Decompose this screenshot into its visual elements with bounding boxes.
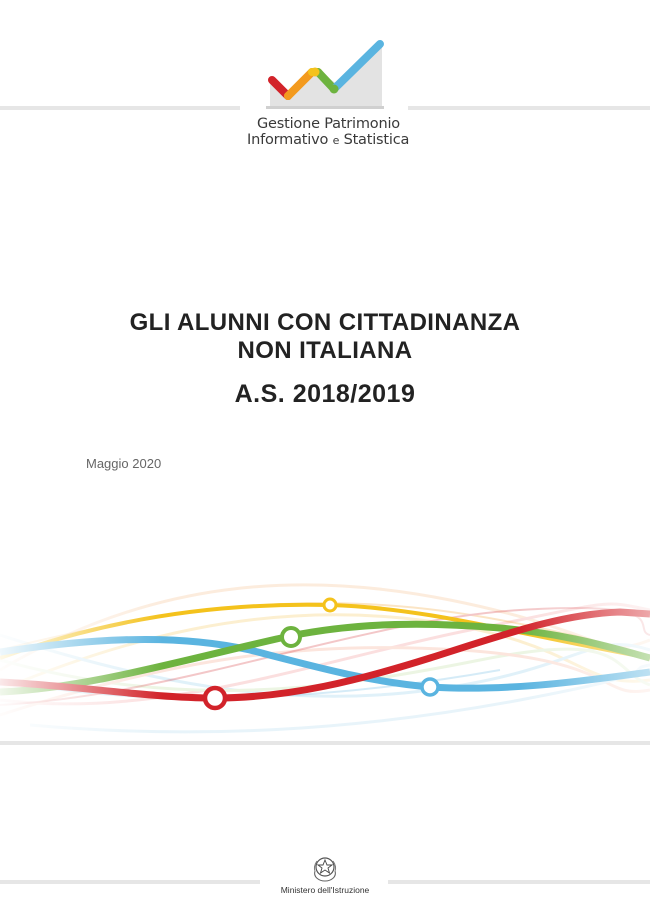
ministry-name: Ministero dell'Istruzione	[280, 885, 370, 895]
header-rule-right	[408, 106, 650, 110]
logo-line-2	[240, 132, 410, 149]
logo-line-2a: Informativo	[247, 132, 329, 148]
logo-line-2b: Statistica	[343, 132, 410, 148]
republic-emblem-icon	[311, 853, 339, 883]
publication-date: Maggio 2020	[86, 456, 162, 471]
footer-rule-left	[0, 880, 260, 884]
header-rule-left	[0, 106, 240, 110]
title-line-1: GLI ALUNNI CON CITTADINANZA	[129, 309, 521, 336]
logo-line-1: Gestione Patrimonio	[257, 116, 400, 132]
footer-rule-right	[388, 880, 650, 884]
school-year: A.S. 2018/2019	[234, 380, 416, 408]
document-title	[40, 309, 610, 365]
decorative-waves	[0, 540, 650, 755]
logo-line-2-small: e	[332, 134, 340, 147]
title-line-2: NON ITALIANA	[237, 337, 413, 364]
statistics-logo-icon	[262, 34, 392, 114]
logo-wordmark	[240, 116, 410, 149]
